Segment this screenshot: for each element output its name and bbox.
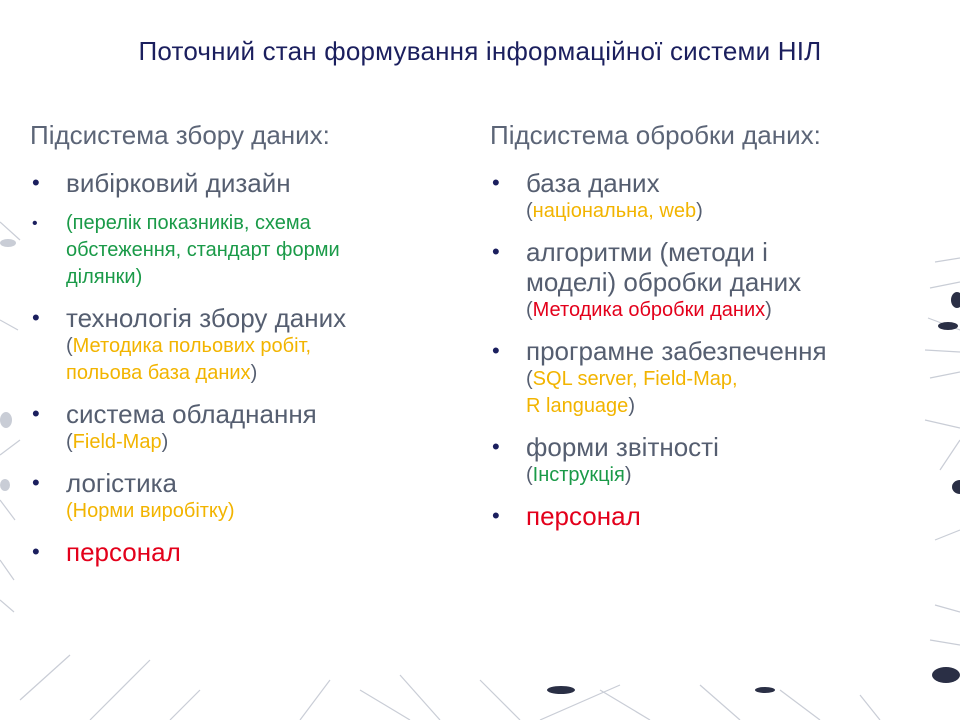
bullet-icon: • — [32, 215, 38, 232]
detail-line: національна, web — [532, 200, 697, 222]
item-main: програмне забезпечення — [526, 336, 827, 366]
bullet-icon: • — [32, 170, 40, 195]
item-main-line: алгоритми (методи і — [526, 237, 768, 267]
right-column — [490, 118, 930, 543]
item-main: персонал — [526, 501, 641, 531]
detail-line: Методика польових робіт, — [72, 335, 312, 357]
detail-line: Методика обробки даних — [532, 299, 766, 321]
item-detail: (SQL server, Field-Map, R language) — [526, 368, 738, 417]
list-item — [30, 399, 460, 456]
bullet-icon: • — [32, 539, 40, 564]
item-detail: (Інструкція) — [526, 464, 632, 486]
bullet-icon: • — [492, 434, 500, 459]
slide-title: Поточний стан формування інформаційної системи НІЛ — [138, 36, 822, 66]
item-main: форми звітності — [526, 432, 719, 462]
item-main: технологія збору даних — [66, 303, 347, 333]
bullet-icon: • — [32, 401, 40, 426]
detail-line: Field-Map — [72, 431, 162, 453]
item-detail: (Методика польових робіт, польова база даних) — [66, 335, 312, 384]
list-item — [490, 432, 930, 489]
left-column — [30, 118, 460, 579]
right-heading: Підсистема обробки даних: — [490, 120, 821, 150]
list-item — [490, 501, 930, 531]
detail-line: (перелік показників, схема — [66, 212, 311, 234]
list-item — [30, 303, 460, 387]
detail-line: R language — [526, 395, 629, 417]
item-main: персонал — [66, 537, 181, 567]
item-detail: (Field-Map) — [66, 431, 169, 453]
list-item — [30, 468, 460, 525]
list-item — [30, 168, 460, 198]
detail-line: SQL server, Field-Map, — [532, 368, 738, 390]
item-main: вибірковий дизайн — [66, 168, 291, 198]
list-item — [30, 210, 460, 291]
item-detail — [66, 210, 460, 291]
item-detail: (національна, web) — [526, 200, 703, 222]
list-item — [490, 237, 930, 324]
item-main: система обладнання — [66, 399, 317, 429]
left-list — [30, 168, 460, 567]
item-main: база даних — [526, 168, 660, 198]
detail-line: Інструкція — [532, 464, 625, 486]
bullet-icon: • — [492, 239, 500, 264]
bullet-icon: • — [492, 170, 500, 195]
list-item — [30, 537, 460, 567]
item-detail: (Методика обробки даних) — [526, 299, 772, 321]
bullet-icon: • — [492, 338, 500, 363]
list-item — [490, 336, 930, 420]
detail-line: обстеження, стандарт форми — [66, 239, 340, 261]
bullet-icon: • — [32, 470, 40, 495]
item-detail: (Норми виробітку) — [66, 500, 235, 522]
bullet-icon: • — [32, 305, 40, 330]
left-heading: Підсистема збору даних: — [30, 120, 330, 150]
detail-line: ділянки) — [66, 266, 143, 288]
item-main: логістика — [66, 468, 178, 498]
detail-line: польова база даних — [66, 362, 251, 384]
right-list — [490, 168, 930, 531]
list-item — [490, 168, 930, 225]
item-main-line: моделі) обробки даних — [526, 267, 802, 297]
bullet-icon: • — [492, 503, 500, 528]
